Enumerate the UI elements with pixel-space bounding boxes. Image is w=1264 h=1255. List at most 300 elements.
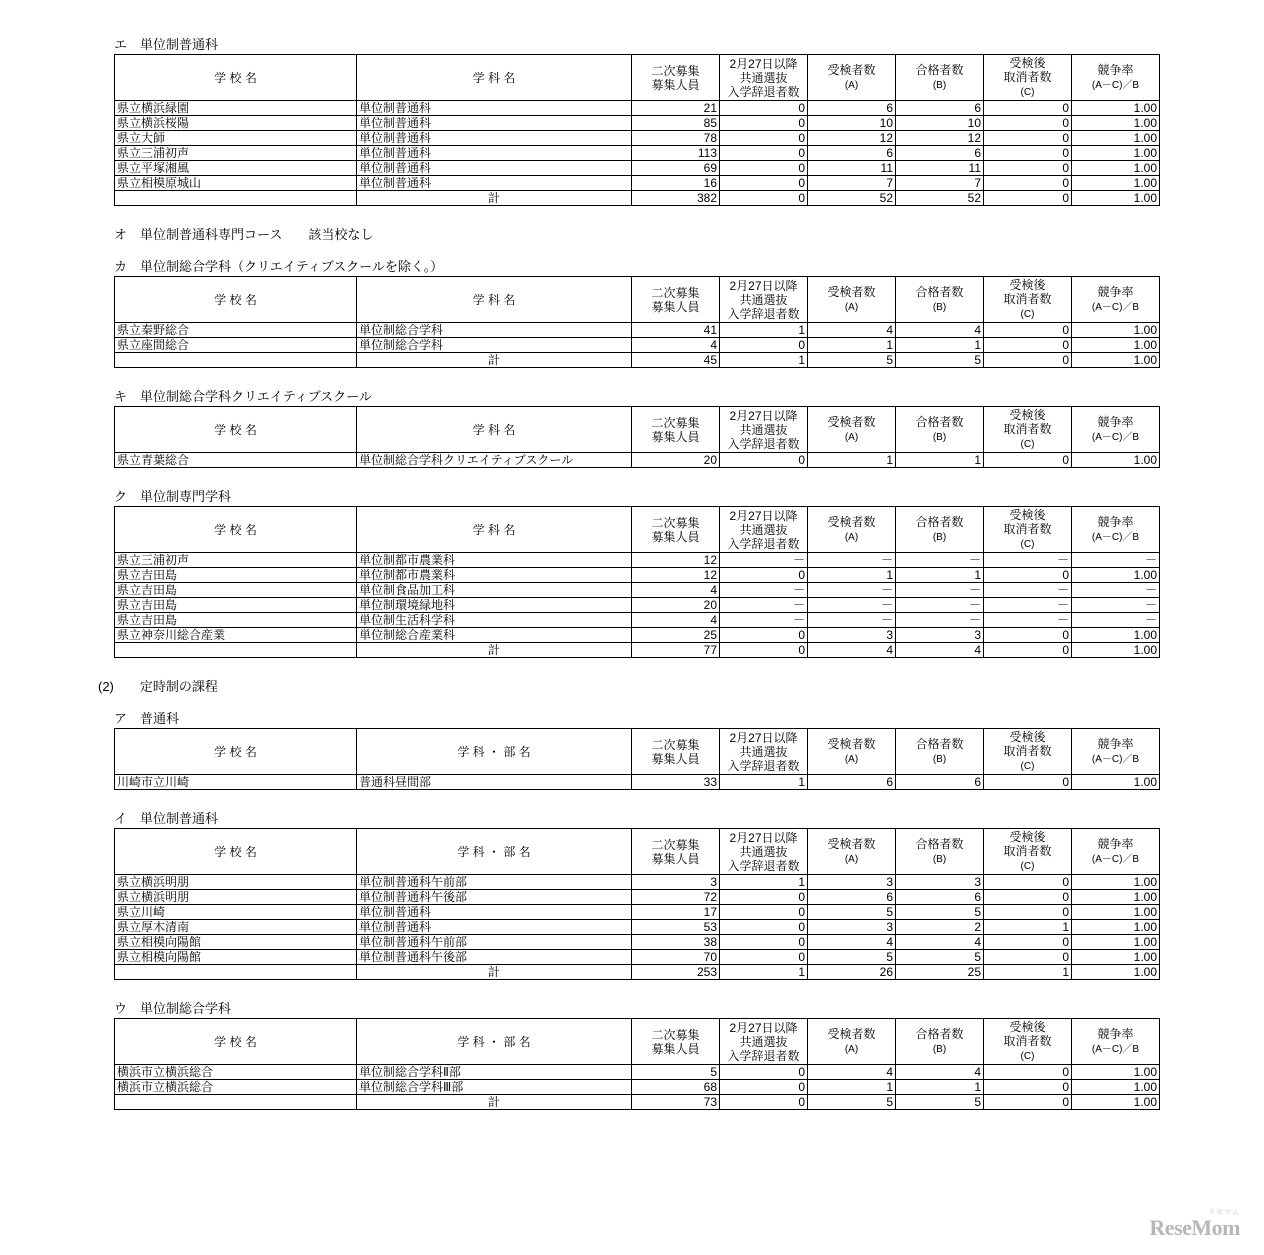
cell-examinees: 6 bbox=[808, 775, 896, 790]
cell-withdraw: 0 bbox=[720, 935, 808, 950]
cell-total-examinees: 4 bbox=[808, 643, 896, 658]
cell-total-cancelled: 0 bbox=[984, 1095, 1072, 1110]
cell-cancelled: 0 bbox=[984, 101, 1072, 116]
cell-ratio: 1.00 bbox=[1072, 905, 1160, 920]
cell-quota: 12 bbox=[632, 568, 720, 583]
cell-passers: 2 bbox=[896, 920, 984, 935]
cell-examinees: 10 bbox=[808, 116, 896, 131]
cell-quota: 12 bbox=[632, 553, 720, 568]
watermark bbox=[1149, 1207, 1240, 1241]
cell-cancelled: 0 bbox=[984, 1065, 1072, 1080]
cell-examinees: 4 bbox=[808, 935, 896, 950]
cell-cancelled: 0 bbox=[984, 323, 1072, 338]
col-header-withdraw: 2月27日以降 共通選抜 入学辞退者数 bbox=[720, 407, 808, 453]
spacer bbox=[0, 980, 1264, 1000]
cell-school: 県立神奈川総合産業 bbox=[115, 628, 357, 643]
table-row bbox=[115, 905, 1160, 920]
cell-ratio: 1.00 bbox=[1072, 338, 1160, 353]
col-header-school: 学 校 名 bbox=[115, 507, 357, 553]
cell-total-passers: 5 bbox=[896, 1095, 984, 1110]
cell-school: 県立秦野総合 bbox=[115, 323, 357, 338]
cell-quota: 5 bbox=[632, 1065, 720, 1080]
cell-quota: 41 bbox=[632, 323, 720, 338]
cell-school: 県立座間総合 bbox=[115, 338, 357, 353]
section-label-sec-u2: ウ 単位制総合学科 bbox=[114, 1001, 232, 1016]
cell-quota: 70 bbox=[632, 950, 720, 965]
cell-dept: 単位制普通科午後部 bbox=[357, 890, 632, 905]
cell-total-label: 計 bbox=[357, 1095, 632, 1110]
cell-ratio: 1.00 bbox=[1072, 453, 1160, 468]
col-header-passers: 合格者数 (B) bbox=[896, 507, 984, 553]
cell-dept: 普通科昼間部 bbox=[357, 775, 632, 790]
cell-total-quota: 77 bbox=[632, 643, 720, 658]
col-header-ratio: 競争率 (A－C)／B bbox=[1072, 507, 1160, 553]
cell-total-passers: 25 bbox=[896, 965, 984, 980]
cell-cancelled: 0 bbox=[984, 628, 1072, 643]
cell-examinees: 5 bbox=[808, 950, 896, 965]
spacer bbox=[0, 658, 1264, 678]
table-sec-a2 bbox=[114, 728, 1160, 790]
table-row bbox=[115, 890, 1160, 905]
cell-passers: 4 bbox=[896, 323, 984, 338]
col-header-passers: 合格者数 (B) bbox=[896, 729, 984, 775]
table-total-row bbox=[115, 643, 1160, 658]
cell-withdraw: 0 bbox=[720, 890, 808, 905]
cell-cancelled: 0 bbox=[984, 176, 1072, 191]
cell-withdraw: 0 bbox=[720, 568, 808, 583]
cell-total-quota: 45 bbox=[632, 353, 720, 368]
cell-passers: 3 bbox=[896, 628, 984, 643]
section-label-sec-2: (2) 定時制の課程 bbox=[98, 679, 218, 694]
cell-withdraw: 0 bbox=[720, 116, 808, 131]
table-sec-e bbox=[114, 54, 1160, 206]
cell-total-passers: 52 bbox=[896, 191, 984, 206]
col-header-examinees: 受検者数 (A) bbox=[808, 1019, 896, 1065]
cell-withdraw: 0 bbox=[720, 1080, 808, 1095]
cell-total-spacer bbox=[115, 965, 357, 980]
cell-cancelled: － bbox=[984, 613, 1072, 628]
cell-examinees: － bbox=[808, 583, 896, 598]
cell-examinees: 5 bbox=[808, 905, 896, 920]
cell-withdraw: － bbox=[720, 613, 808, 628]
table-row bbox=[115, 131, 1160, 146]
cell-examinees: 11 bbox=[808, 161, 896, 176]
cell-quota: 20 bbox=[632, 453, 720, 468]
table-row bbox=[115, 583, 1160, 598]
col-header-examinees: 受検者数 (A) bbox=[808, 55, 896, 101]
cell-examinees: 12 bbox=[808, 131, 896, 146]
table-row bbox=[115, 613, 1160, 628]
table-row bbox=[115, 935, 1160, 950]
table-row bbox=[115, 568, 1160, 583]
col-header-passers: 合格者数 (B) bbox=[896, 55, 984, 101]
col-header-school: 学 校 名 bbox=[115, 829, 357, 875]
col-header-school: 学 校 名 bbox=[115, 729, 357, 775]
cell-school: 川崎市立川崎 bbox=[115, 775, 357, 790]
cell-examinees: 6 bbox=[808, 890, 896, 905]
cell-quota: 113 bbox=[632, 146, 720, 161]
col-header-dept: 学 科 名 bbox=[357, 407, 632, 453]
cell-total-quota: 73 bbox=[632, 1095, 720, 1110]
cell-total-passers: 5 bbox=[896, 353, 984, 368]
section-label-sec-a2: ア 普通科 bbox=[114, 711, 180, 726]
cell-school: 県立相模向陽館 bbox=[115, 935, 357, 950]
cell-examinees: 1 bbox=[808, 1080, 896, 1095]
cell-school: 県立横浜緑園 bbox=[115, 101, 357, 116]
cell-dept: 単位制普通科 bbox=[357, 176, 632, 191]
cell-cancelled: － bbox=[984, 583, 1072, 598]
cell-examinees: 6 bbox=[808, 146, 896, 161]
cell-cancelled: 0 bbox=[984, 116, 1072, 131]
cell-ratio: － bbox=[1072, 598, 1160, 613]
cell-withdraw: 0 bbox=[720, 338, 808, 353]
cell-school: 県立相模原城山 bbox=[115, 176, 357, 191]
table-row bbox=[115, 338, 1160, 353]
col-header-withdraw: 2月27日以降 共通選抜 入学辞退者数 bbox=[720, 1019, 808, 1065]
cell-quota: 4 bbox=[632, 338, 720, 353]
cell-withdraw: 0 bbox=[720, 920, 808, 935]
cell-quota: 21 bbox=[632, 101, 720, 116]
cell-school: 県立三浦初声 bbox=[115, 553, 357, 568]
col-header-examinees: 受検者数 (A) bbox=[808, 407, 896, 453]
table-sec-ki bbox=[114, 406, 1160, 468]
cell-school: 県立横浜明朋 bbox=[115, 875, 357, 890]
cell-quota: 68 bbox=[632, 1080, 720, 1095]
cell-dept: 単位制環境緑地科 bbox=[357, 598, 632, 613]
cell-cancelled: 0 bbox=[984, 568, 1072, 583]
col-header-ratio: 競争率 (A－C)／B bbox=[1072, 729, 1160, 775]
cell-dept: 単位制総合学科クリエイティブスクール bbox=[357, 453, 632, 468]
cell-withdraw: 0 bbox=[720, 146, 808, 161]
cell-withdraw: 0 bbox=[720, 176, 808, 191]
cell-quota: 78 bbox=[632, 131, 720, 146]
spacer bbox=[0, 1110, 1264, 1130]
cell-passers: 4 bbox=[896, 1065, 984, 1080]
section-label-sec-ki: キ 単位制総合学科クリエイティブスクール bbox=[114, 389, 372, 404]
cell-total-withdraw: 0 bbox=[720, 1095, 808, 1110]
col-header-quota: 二次募集 募集人員 bbox=[632, 55, 720, 101]
cell-ratio: － bbox=[1072, 583, 1160, 598]
cell-cancelled: 0 bbox=[984, 453, 1072, 468]
cell-quota: 33 bbox=[632, 775, 720, 790]
cell-examinees: 6 bbox=[808, 101, 896, 116]
cell-total-label: 計 bbox=[357, 353, 632, 368]
cell-passers: － bbox=[896, 553, 984, 568]
table-row bbox=[115, 453, 1160, 468]
cell-cancelled: － bbox=[984, 598, 1072, 613]
cell-quota: 72 bbox=[632, 890, 720, 905]
cell-school: 横浜市立横浜総合 bbox=[115, 1065, 357, 1080]
cell-examinees: 1 bbox=[808, 338, 896, 353]
cell-total-withdraw: 1 bbox=[720, 353, 808, 368]
cell-total-examinees: 26 bbox=[808, 965, 896, 980]
cell-total-label: 計 bbox=[357, 965, 632, 980]
cell-ratio: 1.00 bbox=[1072, 890, 1160, 905]
cell-total-spacer bbox=[115, 1095, 357, 1110]
col-header-passers: 合格者数 (B) bbox=[896, 407, 984, 453]
col-header-dept: 学 科 名 bbox=[357, 507, 632, 553]
cell-cancelled: － bbox=[984, 553, 1072, 568]
cell-dept: 単位制総合学科Ⅱ部 bbox=[357, 1065, 632, 1080]
col-header-dept: 学 科 ・ 部 名 bbox=[357, 1019, 632, 1065]
cell-ratio: 1.00 bbox=[1072, 920, 1160, 935]
section-label-sec-e: エ 単位制普通科 bbox=[114, 37, 219, 52]
table-row bbox=[115, 176, 1160, 191]
cell-examinees: － bbox=[808, 598, 896, 613]
table-total-row bbox=[115, 965, 1160, 980]
cell-total-ratio: 1.00 bbox=[1072, 1095, 1160, 1110]
cell-passers: 6 bbox=[896, 101, 984, 116]
cell-total-examinees: 5 bbox=[808, 1095, 896, 1110]
col-header-school: 学 校 名 bbox=[115, 277, 357, 323]
cell-cancelled: 0 bbox=[984, 161, 1072, 176]
watermark-sub: リセマム bbox=[1208, 1209, 1240, 1216]
table-row bbox=[115, 101, 1160, 116]
cell-passers: － bbox=[896, 598, 984, 613]
table-total-row bbox=[115, 353, 1160, 368]
spacer bbox=[0, 696, 1264, 710]
col-header-examinees: 受検者数 (A) bbox=[808, 277, 896, 323]
cell-quota: 25 bbox=[632, 628, 720, 643]
cell-ratio: － bbox=[1072, 553, 1160, 568]
cell-withdraw: 0 bbox=[720, 1065, 808, 1080]
cell-total-cancelled: 0 bbox=[984, 353, 1072, 368]
cell-examinees: 1 bbox=[808, 453, 896, 468]
table-row bbox=[115, 553, 1160, 568]
cell-withdraw: 0 bbox=[720, 131, 808, 146]
cell-total-quota: 382 bbox=[632, 191, 720, 206]
cell-dept: 単位制生活科学科 bbox=[357, 613, 632, 628]
cell-passers: － bbox=[896, 613, 984, 628]
cell-ratio: － bbox=[1072, 613, 1160, 628]
cell-dept: 単位制普通科午後部 bbox=[357, 950, 632, 965]
cell-withdraw: 0 bbox=[720, 161, 808, 176]
table-total-row bbox=[115, 1095, 1160, 1110]
sections-container bbox=[0, 36, 1264, 1130]
cell-examinees: 3 bbox=[808, 920, 896, 935]
col-header-withdraw: 2月27日以降 共通選抜 入学辞退者数 bbox=[720, 277, 808, 323]
cell-total-cancelled: 1 bbox=[984, 965, 1072, 980]
table-sec-u2 bbox=[114, 1018, 1160, 1110]
cell-dept: 単位制普通科 bbox=[357, 101, 632, 116]
cell-school: 県立厚木清南 bbox=[115, 920, 357, 935]
cell-withdraw: 1 bbox=[720, 323, 808, 338]
cell-school: 県立吉田島 bbox=[115, 598, 357, 613]
cell-examinees: 1 bbox=[808, 568, 896, 583]
cell-dept: 単位制総合学科 bbox=[357, 323, 632, 338]
cell-dept: 単位制総合学科 bbox=[357, 338, 632, 353]
cell-passers: 10 bbox=[896, 116, 984, 131]
cell-ratio: 1.00 bbox=[1072, 935, 1160, 950]
cell-quota: 20 bbox=[632, 598, 720, 613]
cell-withdraw: 1 bbox=[720, 875, 808, 890]
cell-passers: 12 bbox=[896, 131, 984, 146]
col-header-quota: 二次募集 募集人員 bbox=[632, 407, 720, 453]
cell-dept: 単位制普通科 bbox=[357, 116, 632, 131]
cell-passers: 1 bbox=[896, 1080, 984, 1095]
cell-passers: 5 bbox=[896, 950, 984, 965]
table-row bbox=[115, 875, 1160, 890]
spacer bbox=[0, 244, 1264, 258]
table-row bbox=[115, 1080, 1160, 1095]
col-header-withdraw: 2月27日以降 共通選抜 入学辞退者数 bbox=[720, 729, 808, 775]
cell-withdraw: － bbox=[720, 598, 808, 613]
cell-school: 県立横浜明朋 bbox=[115, 890, 357, 905]
col-header-school: 学 校 名 bbox=[115, 1019, 357, 1065]
col-header-quota: 二次募集 募集人員 bbox=[632, 507, 720, 553]
col-header-examinees: 受検者数 (A) bbox=[808, 829, 896, 875]
col-header-ratio: 競争率 (A－C)／B bbox=[1072, 407, 1160, 453]
cell-cancelled: 1 bbox=[984, 920, 1072, 935]
cell-school: 横浜市立横浜総合 bbox=[115, 1080, 357, 1095]
cell-ratio: 1.00 bbox=[1072, 323, 1160, 338]
cell-examinees: － bbox=[808, 553, 896, 568]
table-row bbox=[115, 628, 1160, 643]
cell-dept: 単位制総合学科Ⅲ部 bbox=[357, 1080, 632, 1095]
table-row bbox=[115, 775, 1160, 790]
col-header-withdraw: 2月27日以降 共通選抜 入学辞退者数 bbox=[720, 55, 808, 101]
cell-school: 県立相模向陽館 bbox=[115, 950, 357, 965]
cell-withdraw: 0 bbox=[720, 453, 808, 468]
table-sec-i2 bbox=[114, 828, 1160, 980]
col-header-school: 学 校 名 bbox=[115, 55, 357, 101]
cell-school: 県立青葉総合 bbox=[115, 453, 357, 468]
cell-examinees: － bbox=[808, 613, 896, 628]
cell-total-quota: 253 bbox=[632, 965, 720, 980]
cell-ratio: 1.00 bbox=[1072, 131, 1160, 146]
table-row bbox=[115, 920, 1160, 935]
cell-examinees: 7 bbox=[808, 176, 896, 191]
col-header-passers: 合格者数 (B) bbox=[896, 277, 984, 323]
table-row bbox=[115, 146, 1160, 161]
cell-quota: 4 bbox=[632, 613, 720, 628]
cell-withdraw: 0 bbox=[720, 628, 808, 643]
cell-quota: 16 bbox=[632, 176, 720, 191]
cell-total-ratio: 1.00 bbox=[1072, 191, 1160, 206]
table-row bbox=[115, 323, 1160, 338]
cell-ratio: 1.00 bbox=[1072, 1065, 1160, 1080]
table-sec-ka bbox=[114, 276, 1160, 368]
cell-dept: 単位制食品加工科 bbox=[357, 583, 632, 598]
cell-cancelled: 0 bbox=[984, 905, 1072, 920]
cell-total-label: 計 bbox=[357, 643, 632, 658]
cell-passers: 6 bbox=[896, 890, 984, 905]
spacer bbox=[0, 368, 1264, 388]
cell-ratio: 1.00 bbox=[1072, 176, 1160, 191]
cell-school: 県立吉田島 bbox=[115, 583, 357, 598]
section-label-sec-ka: カ 単位制総合学科（クリエイティブスクールを除く。） bbox=[114, 259, 444, 274]
col-header-ratio: 競争率 (A－C)／B bbox=[1072, 55, 1160, 101]
cell-quota: 17 bbox=[632, 905, 720, 920]
col-header-cancelled: 受検後 取消者数 (C) bbox=[984, 1019, 1072, 1065]
col-header-examinees: 受検者数 (A) bbox=[808, 507, 896, 553]
table-row bbox=[115, 950, 1160, 965]
cell-passers: 4 bbox=[896, 935, 984, 950]
cell-cancelled: 0 bbox=[984, 131, 1072, 146]
watermark-logo: ReseMom bbox=[1149, 1215, 1240, 1240]
cell-total-withdraw: 0 bbox=[720, 191, 808, 206]
cell-ratio: 1.00 bbox=[1072, 116, 1160, 131]
col-header-cancelled: 受検後 取消者数 (C) bbox=[984, 507, 1072, 553]
cell-dept: 単位制普通科 bbox=[357, 161, 632, 176]
cell-dept: 単位制普通科 bbox=[357, 920, 632, 935]
table-row bbox=[115, 598, 1160, 613]
cell-ratio: 1.00 bbox=[1072, 146, 1160, 161]
col-header-cancelled: 受検後 取消者数 (C) bbox=[984, 407, 1072, 453]
table-row bbox=[115, 116, 1160, 131]
cell-passers: 6 bbox=[896, 146, 984, 161]
cell-withdraw: － bbox=[720, 553, 808, 568]
col-header-dept: 学 科 ・ 部 名 bbox=[357, 829, 632, 875]
cell-dept: 単位制都市農業科 bbox=[357, 568, 632, 583]
cell-dept: 単位制普通科 bbox=[357, 905, 632, 920]
cell-ratio: 1.00 bbox=[1072, 101, 1160, 116]
cell-ratio: 1.00 bbox=[1072, 568, 1160, 583]
cell-cancelled: 0 bbox=[984, 875, 1072, 890]
cell-passers: 11 bbox=[896, 161, 984, 176]
spacer bbox=[0, 790, 1264, 810]
cell-total-examinees: 52 bbox=[808, 191, 896, 206]
cell-total-cancelled: 0 bbox=[984, 191, 1072, 206]
cell-examinees: 4 bbox=[808, 1065, 896, 1080]
cell-school: 県立大師 bbox=[115, 131, 357, 146]
col-header-quota: 二次募集 募集人員 bbox=[632, 1019, 720, 1065]
cell-passers: 1 bbox=[896, 453, 984, 468]
col-header-dept: 学 科 名 bbox=[357, 55, 632, 101]
cell-total-label: 計 bbox=[357, 191, 632, 206]
col-header-withdraw: 2月27日以降 共通選抜 入学辞退者数 bbox=[720, 507, 808, 553]
cell-withdraw: 0 bbox=[720, 101, 808, 116]
cell-ratio: 1.00 bbox=[1072, 950, 1160, 965]
cell-withdraw: 0 bbox=[720, 950, 808, 965]
cell-cancelled: 0 bbox=[984, 950, 1072, 965]
col-header-dept: 学 科 ・ 部 名 bbox=[357, 729, 632, 775]
cell-examinees: 3 bbox=[808, 628, 896, 643]
cell-school: 県立三浦初声 bbox=[115, 146, 357, 161]
cell-quota: 69 bbox=[632, 161, 720, 176]
cell-cancelled: 0 bbox=[984, 890, 1072, 905]
cell-dept: 単位制普通科午前部 bbox=[357, 935, 632, 950]
spacer bbox=[0, 468, 1264, 488]
cell-school: 県立吉田島 bbox=[115, 613, 357, 628]
cell-passers: － bbox=[896, 583, 984, 598]
col-header-quota: 二次募集 募集人員 bbox=[632, 277, 720, 323]
cell-passers: 5 bbox=[896, 905, 984, 920]
spacer bbox=[0, 206, 1264, 226]
col-header-dept: 学 科 名 bbox=[357, 277, 632, 323]
cell-ratio: 1.00 bbox=[1072, 628, 1160, 643]
cell-passers: 1 bbox=[896, 568, 984, 583]
cell-dept: 単位制普通科午前部 bbox=[357, 875, 632, 890]
section-label-sec-o: オ 単位制普通科専門コース 該当校なし bbox=[114, 227, 374, 242]
cell-quota: 85 bbox=[632, 116, 720, 131]
col-header-passers: 合格者数 (B) bbox=[896, 1019, 984, 1065]
col-header-ratio: 競争率 (A－C)／B bbox=[1072, 829, 1160, 875]
cell-dept: 単位制普通科 bbox=[357, 146, 632, 161]
col-header-cancelled: 受検後 取消者数 (C) bbox=[984, 277, 1072, 323]
cell-total-spacer bbox=[115, 191, 357, 206]
cell-cancelled: 0 bbox=[984, 775, 1072, 790]
cell-cancelled: 0 bbox=[984, 338, 1072, 353]
cell-school: 県立横浜桜陽 bbox=[115, 116, 357, 131]
cell-total-passers: 4 bbox=[896, 643, 984, 658]
cell-withdraw: 1 bbox=[720, 775, 808, 790]
cell-quota: 53 bbox=[632, 920, 720, 935]
col-header-school: 学 校 名 bbox=[115, 407, 357, 453]
cell-school: 県立吉田島 bbox=[115, 568, 357, 583]
cell-ratio: 1.00 bbox=[1072, 1080, 1160, 1095]
cell-cancelled: 0 bbox=[984, 146, 1072, 161]
